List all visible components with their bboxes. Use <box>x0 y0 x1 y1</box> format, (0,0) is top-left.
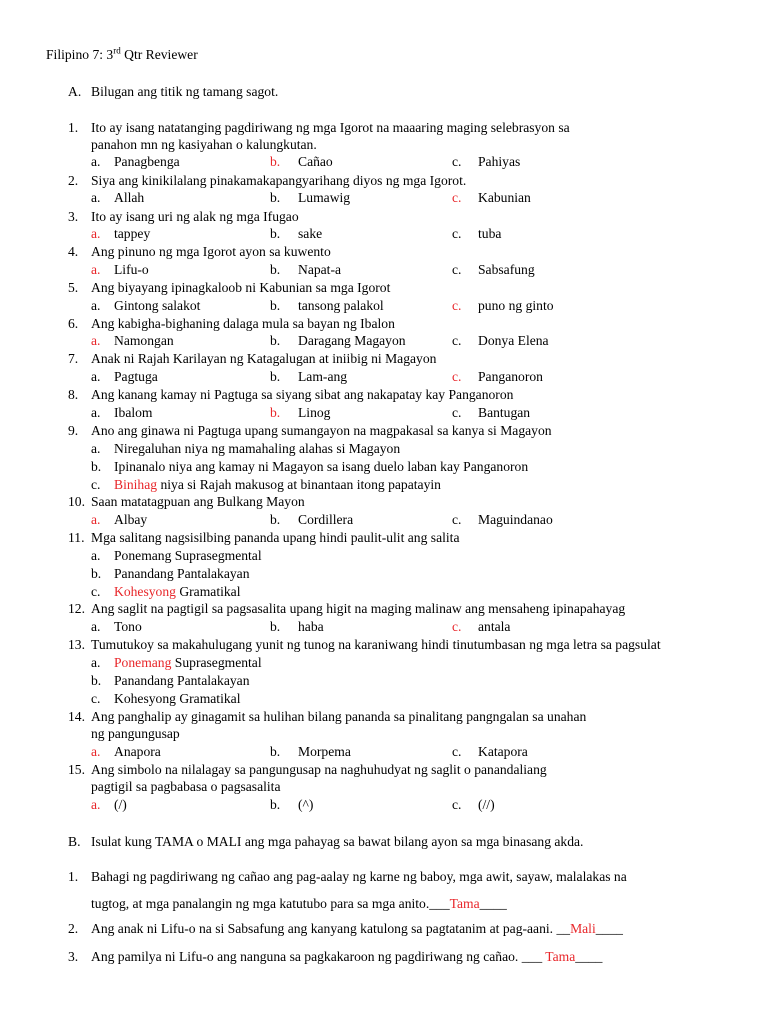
question-number: 11. <box>68 530 85 545</box>
answer-blank-end: ____ <box>575 949 603 964</box>
question-number: 4. <box>68 244 79 259</box>
statement-text: Bahagi ng pagdiriwang ng cañao ang pag-aalay ng karne ng baboy, mga awit, sayaw, malalakas na <box>91 869 627 884</box>
question-text: Ang kabigha-bighaning dalaga mula sa bayan ng Ibalon <box>91 316 395 331</box>
question-number: 9. <box>68 423 79 438</box>
choice-letter-c: c. <box>452 405 462 420</box>
choice-option-c: tuba <box>478 226 502 241</box>
answer-value: Tama <box>449 896 480 911</box>
question-text-cont: pagtigil sa pagbabasa o pagsasalita <box>91 779 281 794</box>
choice-letter-a: a. <box>91 797 101 812</box>
choice-option-a: Anapora <box>114 744 161 759</box>
question-number: 1. <box>68 120 79 135</box>
choice-option-a: Pagtuga <box>114 369 158 384</box>
choice-letter-c: c. <box>452 190 462 205</box>
answer-blank-start: ___ <box>429 896 450 911</box>
choice-letter-a: a. <box>91 262 101 277</box>
question-text: Ang pinuno ng mga Igorot ayon sa kuwento <box>91 244 331 259</box>
choice-letter-a: a. <box>91 512 101 527</box>
choice-option-a: Tono <box>114 619 142 634</box>
choice-letter-b: b. <box>91 673 102 688</box>
answer-value: Mali <box>570 921 596 936</box>
question-text: Ang panghalip ay ginagamit sa hulihan bilang pananda sa pinalitang pangngalan sa unahan <box>91 709 587 724</box>
choice-letter-b: b. <box>91 459 102 474</box>
choice-option-c: Maguindanao <box>478 512 553 527</box>
statement-text-cont <box>91 895 507 913</box>
choice-option-b: Lumawig <box>298 190 351 205</box>
choice-answer-highlight: Ponemang <box>114 655 172 670</box>
statement-number: 3. <box>68 949 79 964</box>
choice-letter-b: b. <box>270 226 281 241</box>
statement-number: 1. <box>68 869 79 884</box>
choice-option-b: Lam-ang <box>298 369 348 384</box>
choice-option-c: Bantugan <box>478 405 531 420</box>
title-superscript: rd <box>113 45 121 56</box>
choice-letter-b: b. <box>270 405 281 420</box>
question-text: Siya ang kinikilalang pinakamakapangyarihang diyos ng mga Igorot. <box>91 173 467 188</box>
choice-letter-c: c. <box>91 691 101 706</box>
answer-value: Tama <box>545 949 576 964</box>
question-text: Ito ay isang natatanging pagdiriwang ng mga Igorot na maaaring maging selebrasyon sa <box>91 120 570 135</box>
choice-option-b <box>114 565 250 583</box>
question-text: Ang kanang kamay ni Pagtuga sa siyang sibat ang nakapatay kay Panganoron <box>91 387 514 402</box>
part-a-letter: A. <box>68 84 82 99</box>
statement-text <box>91 920 623 938</box>
question-number: 2. <box>68 173 79 188</box>
choice-letter-c: c. <box>452 154 462 169</box>
choice-letter-a: a. <box>91 333 101 348</box>
choice-text: Panandang Pantalakayan <box>114 673 250 688</box>
choice-option-b: Napat-a <box>298 262 342 277</box>
choice-option-c: Donya Elena <box>478 333 549 348</box>
choice-letter-b: b. <box>270 154 281 169</box>
choice-letter-b: b. <box>270 512 281 527</box>
statement-text <box>91 948 602 966</box>
choice-option-b: sake <box>298 226 323 241</box>
question-text: Ano ang ginawa ni Pagtuga upang sumangayon na magpakasal sa kanya si Magayon <box>91 423 552 438</box>
choice-letter-c: c. <box>452 333 462 348</box>
statement-number: 2. <box>68 921 79 936</box>
choice-letter-a: a. <box>91 154 101 169</box>
title-text: Filipino 7: 3 <box>46 47 114 62</box>
question-text: Anak ni Rajah Karilayan ng Katagalugan at iniibig ni Magayon <box>91 351 437 366</box>
choice-letter-a: a. <box>91 405 101 420</box>
choice-option-b <box>114 672 250 690</box>
part-b-letter: B. <box>68 834 81 849</box>
choice-letter-c: c. <box>452 262 462 277</box>
choice-text: Kohesyong Gramatikal <box>114 691 241 706</box>
choice-text: Ponemang Suprasegmental <box>114 548 262 563</box>
choice-option-b: Daragang Magayon <box>298 333 406 348</box>
question-number: 12. <box>68 601 85 616</box>
question-text: Mga salitang nagsisilbing pananda upang hindi paulit-ulit ang salita <box>91 530 460 545</box>
question-text-cont: ng pangungusap <box>91 726 180 741</box>
choice-letter-b: b. <box>270 333 281 348</box>
statement-text-part: tugtog, at mga panalangin ng mga katutubo para sa mga anito. <box>91 896 430 911</box>
question-number: 15. <box>68 762 85 777</box>
question-number: 7. <box>68 351 79 366</box>
choice-option-a: Albay <box>114 512 148 527</box>
choice-letter-c: c. <box>452 298 462 313</box>
choice-letter-b: b. <box>270 369 281 384</box>
choice-option-b: Linog <box>298 405 331 420</box>
part-a-instruction: Bilugan ang titik ng tamang sagot. <box>91 84 279 99</box>
choice-option-a: tappey <box>114 226 151 241</box>
choice-letter-b: b. <box>270 298 281 313</box>
choice-option-c: Katapora <box>478 744 528 759</box>
page-title <box>46 46 198 64</box>
choice-letter-a: a. <box>91 655 101 670</box>
choice-letter-b: b. <box>270 190 281 205</box>
choice-option-b: Cordillera <box>298 512 354 527</box>
choice-letter-c: c. <box>452 744 462 759</box>
choice-answer-highlight: Kohesyong <box>114 584 176 599</box>
choice-option-a: Panagbenga <box>114 154 180 169</box>
choice-letter-a: a. <box>91 369 101 384</box>
choice-option-b: Cañao <box>298 154 333 169</box>
question-number: 10. <box>68 494 85 509</box>
choice-letter-b: b. <box>270 262 281 277</box>
choice-letter-c: c. <box>452 369 462 384</box>
choice-text: Suprasegmental <box>171 655 262 670</box>
question-number: 5. <box>68 280 79 295</box>
question-number: 14. <box>68 709 85 724</box>
choice-text: Panandang Pantalakayan <box>114 566 250 581</box>
choice-option-a: Ibalom <box>114 405 153 420</box>
choice-option-c: Sabsafung <box>478 262 535 277</box>
choice-option-a: (/) <box>114 797 127 812</box>
choice-letter-b: b. <box>270 797 281 812</box>
question-text: Tumutukoy sa makahulugang yunit ng tunog na karaniwang hindi tinutumbasan ng mga letra sa pagsulat <box>91 637 661 652</box>
choice-text: niya si Rajah makusog at binantaan itong papatayin <box>157 477 441 492</box>
part-b-instruction: Isulat kung TAMA o MALI ang mga pahayag sa bawat bilang ayon sa mga binasang akda. <box>91 834 584 849</box>
question-text: Ito ay isang uri ng alak ng mga Ifugao <box>91 209 299 224</box>
choice-option-a: Lifu-o <box>114 262 149 277</box>
choice-option-c <box>114 583 240 601</box>
choice-letter-c: c. <box>91 477 101 492</box>
answer-blank-start: __ <box>556 921 571 936</box>
question-number: 13. <box>68 637 85 652</box>
answer-blank-start: ___ <box>521 949 546 964</box>
statement-text-part: Ang pamilya ni Lifu-o ang nanguna sa pagkakaroon ng pagdiriwang ng cañao. <box>91 949 522 964</box>
choice-text: Niregaluhan niya ng mamahaling alahas si Magayon <box>114 441 401 456</box>
question-text: Ang saglit na pagtigil sa pagsasalita upang higit na maging malinaw ang mensaheng ipinapahayag <box>91 601 626 616</box>
title-text-end: Qtr Reviewer <box>120 47 198 62</box>
choice-option-a: Allah <box>114 190 145 205</box>
question-number: 8. <box>68 387 79 402</box>
question-text: Ang simbolo na nilalagay sa pangungusap na naghuhudyat ng saglit o panandaliang <box>91 762 547 777</box>
choice-option-a: Gintong salakot <box>114 298 201 313</box>
choice-option-c: antala <box>478 619 511 634</box>
choice-letter-c: c. <box>452 619 462 634</box>
choice-option-b: tansong palakol <box>298 298 384 313</box>
choice-option-c: Pahiyas <box>478 154 521 169</box>
choice-option-b: haba <box>298 619 324 634</box>
choice-letter-c: c. <box>452 512 462 527</box>
choice-option-b: Morpema <box>298 744 351 759</box>
choice-letter-b: b. <box>270 619 281 634</box>
choice-option-b <box>114 458 528 476</box>
choice-text: Ipinanalo niya ang kamay ni Magayon sa isang duelo laban kay Panganoron <box>114 459 529 474</box>
choice-option-c <box>114 476 441 494</box>
question-number: 3. <box>68 209 79 224</box>
choice-option-c: (//) <box>478 797 495 812</box>
choice-option-c: Kabunian <box>478 190 531 205</box>
choice-text: Gramatikal <box>175 584 241 599</box>
choice-option-a: Namongan <box>114 333 174 348</box>
question-text-cont: panahon mn ng kasiyahan o kalungkutan. <box>91 137 317 152</box>
question-number: 6. <box>68 316 79 331</box>
choice-option-a <box>114 654 262 672</box>
choice-letter-b: b. <box>270 744 281 759</box>
choice-letter-a: a. <box>91 441 101 456</box>
choice-option-c: Panganoron <box>478 369 543 384</box>
choice-option-a <box>114 547 262 565</box>
choice-letter-a: a. <box>91 226 101 241</box>
answer-blank-end: ____ <box>479 896 507 911</box>
choice-letter-c: c. <box>452 797 462 812</box>
statement-text-part: Ang anak ni Lifu-o na si Sabsafung ang kanyang katulong sa pagtatanim at pag-aani. <box>91 921 557 936</box>
choice-letter-a: a. <box>91 548 101 563</box>
choice-option-c: puno ng ginto <box>478 298 554 313</box>
choice-option-b: (^) <box>298 797 314 812</box>
choice-letter-c: c. <box>452 226 462 241</box>
choice-letter-a: a. <box>91 298 101 313</box>
question-text: Saan matatagpuan ang Bulkang Mayon <box>91 494 305 509</box>
answer-blank-end: ____ <box>595 921 623 936</box>
choice-answer-highlight: Binihag <box>114 477 158 492</box>
choice-letter-b: b. <box>91 566 102 581</box>
choice-letter-a: a. <box>91 190 101 205</box>
choice-option-c <box>114 690 240 708</box>
question-text: Ang biyayang ipinagkaloob ni Kabunian sa mga Igorot <box>91 280 391 295</box>
choice-letter-a: a. <box>91 744 101 759</box>
choice-option-a <box>114 440 400 458</box>
choice-letter-c: c. <box>91 584 101 599</box>
choice-letter-a: a. <box>91 619 101 634</box>
